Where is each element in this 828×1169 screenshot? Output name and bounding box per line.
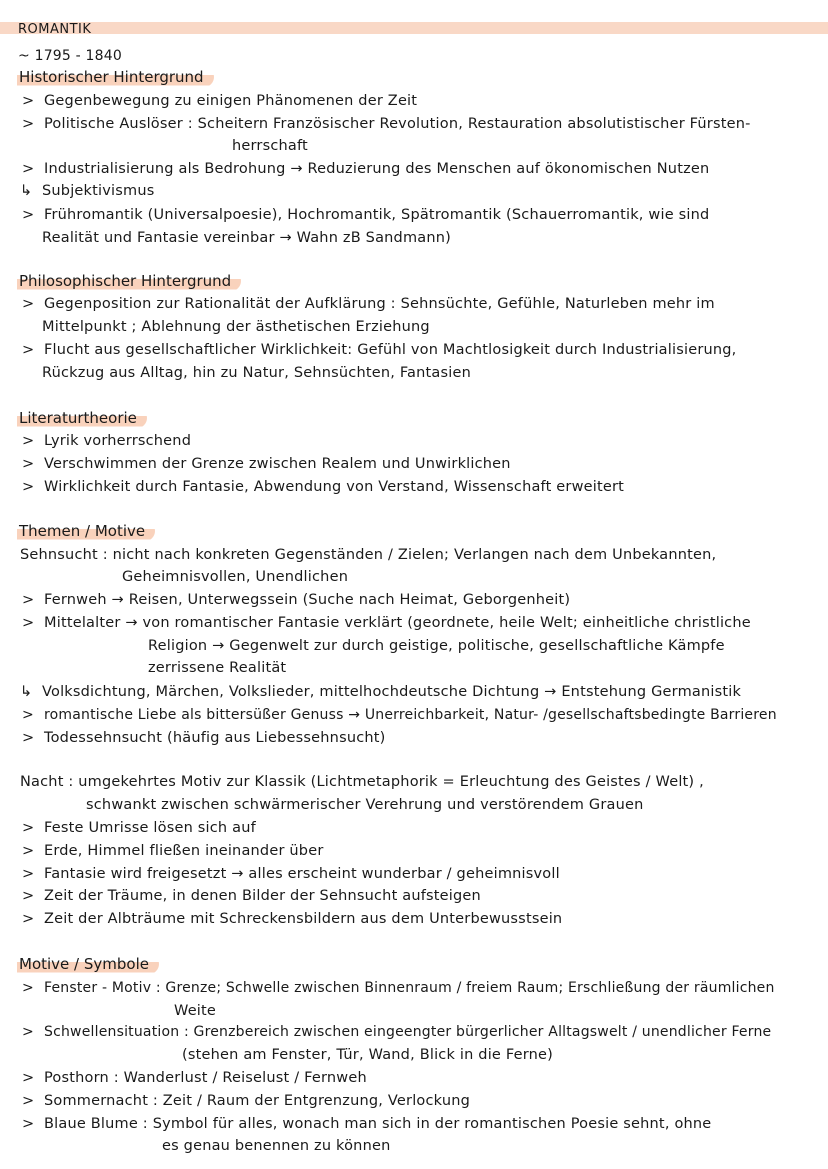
list-item-continuation: Mittelpunkt ; Ablehnung der ästhetischen Erziehung <box>42 319 430 335</box>
list-item: > Gegenbewegung zu einigen Phänomenen der Zeit <box>22 93 418 109</box>
section-heading-symbole: Motive / Symbole <box>17 954 159 974</box>
list-item-continuation: zerrissene Realität <box>148 660 287 676</box>
bullet-icon: > <box>22 342 35 358</box>
bullet-icon: > <box>22 93 35 109</box>
section-heading-themen: Themen / Motive <box>17 521 155 541</box>
bullet-icon: > <box>22 843 35 859</box>
section-heading-literatur: Literaturtheorie <box>17 408 147 428</box>
list-item: > Mittelalter → von romantischer Fantasie verklärt (geordnete, heile Welt; einheitliche christliche <box>22 615 751 631</box>
list-item: > Flucht aus gesellschaftlicher Wirklichkeit: Gefühl von Machtlosigkeit durch Industrialisierung, <box>22 342 737 358</box>
bullet-icon: > <box>22 433 35 449</box>
list-item: > Verschwimmen der Grenze zwischen Realem und Unwirklichen <box>22 456 511 472</box>
header-highlight-bar <box>0 22 828 34</box>
bullet-icon: > <box>22 207 35 223</box>
sub-arrow-icon: ↳ <box>20 183 33 199</box>
list-item: > Zeit der Albträume mit Schreckensbildern aus dem Unterbewusstsein <box>22 911 563 927</box>
list-item: > Frühromantik (Universalpoesie), Hochromantik, Spätromantik (Schauerromantik, wie sind <box>22 207 710 223</box>
bullet-icon: > <box>22 479 35 495</box>
list-item: > romantische Liebe als bittersüßer Genuss → Unerreichbarkeit, Natur- /gesellschaftsbedingte Barrieren <box>22 707 777 723</box>
bullet-icon: > <box>22 820 35 836</box>
list-item-continuation: Religion → Gegenwelt zur durch geistige, politische, gesellschaftliche Kämpfe <box>148 638 725 654</box>
bullet-icon: > <box>22 1116 35 1132</box>
list-item-continuation: herrschaft <box>232 138 308 154</box>
section-heading-historisch: Historischer Hintergrund <box>17 67 214 87</box>
list-item: > Zeit der Träume, in denen Bilder der Sehnsucht aufsteigen <box>22 888 481 904</box>
bullet-icon: > <box>22 888 35 904</box>
bullet-icon: > <box>22 592 35 608</box>
list-item: Sehnsucht : nicht nach konkreten Gegenständen / Zielen; Verlangen nach dem Unbekannten, <box>20 547 717 563</box>
section-heading-philosophisch: Philosophischer Hintergrund <box>17 271 241 291</box>
bullet-icon: > <box>22 1093 35 1109</box>
bullet-icon: > <box>22 866 35 882</box>
list-item-continuation: es genau benennen zu können <box>162 1138 391 1154</box>
list-item: > Politische Auslöser : Scheitern Französischer Revolution, Restauration absolutistischer Fürsten- <box>22 116 751 132</box>
list-item-continuation: Geheimnisvollen, Unendlichen <box>122 569 349 585</box>
list-item: Nacht : umgekehrtes Motiv zur Klassik (Lichtmetaphorik = Erleuchtung des Geistes / Welt) , <box>20 774 704 790</box>
list-item: > Posthorn : Wanderlust / Reiselust / Fernweh <box>22 1070 367 1086</box>
bullet-icon: > <box>22 980 34 996</box>
bullet-icon: > <box>22 296 35 312</box>
list-item-continuation: (stehen am Fenster, Tür, Wand, Blick in die Ferne) <box>182 1047 554 1063</box>
list-item: > Fernweh → Reisen, Unterwegssein (Suche nach Heimat, Geborgenheit) <box>22 592 571 608</box>
bullet-icon: > <box>22 615 35 631</box>
list-item: > Fantasie wird freigesetzt → alles erscheint wunderbar / geheimnisvoll <box>22 866 560 882</box>
bullet-icon: > <box>22 456 35 472</box>
bullet-icon: > <box>22 1024 34 1040</box>
bullet-icon: > <box>22 1070 35 1086</box>
list-item: ↳ Volksdichtung, Märchen, Volkslieder, mittelhochdeutsche Dichtung → Entstehung Germanistik <box>20 684 742 700</box>
list-item: > Gegenposition zur Rationalität der Aufklärung : Sehnsüchte, Gefühle, Naturleben mehr im <box>22 296 715 312</box>
list-item-continuation: Weite <box>174 1003 217 1019</box>
bullet-icon: > <box>22 161 35 177</box>
list-item-continuation: schwankt zwischen schwärmerischer Verehrung und verstörendem Grauen <box>86 797 644 813</box>
list-item: > Industrialisierung als Bedrohung → Reduzierung des Menschen auf ökonomischen Nutzen <box>22 161 710 177</box>
list-item: > Erde, Himmel fließen ineinander über <box>22 843 324 859</box>
page-title: ROMANTIK <box>18 22 92 37</box>
bullet-icon: > <box>22 707 34 723</box>
bullet-icon: > <box>22 730 35 746</box>
list-item: > Wirklichkeit durch Fantasie, Abwendung von Verstand, Wissenschaft erweitert <box>22 479 625 495</box>
list-item: > Schwellensituation : Grenzbereich zwischen eingeengter bürgerlicher Alltagswelt / unendlicher Ferne <box>22 1024 772 1040</box>
sub-arrow-icon: ↳ <box>20 684 33 700</box>
date-range: ~ 1795 - 1840 <box>18 48 122 64</box>
list-item: > Blaue Blume : Symbol für alles, wonach man sich in der romantischen Poesie sehnt, ohne <box>22 1116 712 1132</box>
list-item: > Todessehnsucht (häufig aus Liebessehnsucht) <box>22 730 386 746</box>
list-item-continuation: Realität und Fantasie vereinbar → Wahn zB Sandmann) <box>42 230 451 246</box>
list-item: ↳ Subjektivismus <box>20 183 155 199</box>
list-item: > Fenster - Motiv : Grenze; Schwelle zwischen Binnenraum / freiem Raum; Erschließung der räumlichen <box>22 980 775 996</box>
bullet-icon: > <box>22 116 35 132</box>
list-item: > Lyrik vorherrschend <box>22 433 192 449</box>
list-item: > Sommernacht : Zeit / Raum der Entgrenzung, Verlockung <box>22 1093 471 1109</box>
list-item: > Feste Umrisse lösen sich auf <box>22 820 256 836</box>
list-item-continuation: Rückzug aus Alltag, hin zu Natur, Sehnsüchten, Fantasien <box>42 365 471 381</box>
bullet-icon: > <box>22 911 35 927</box>
